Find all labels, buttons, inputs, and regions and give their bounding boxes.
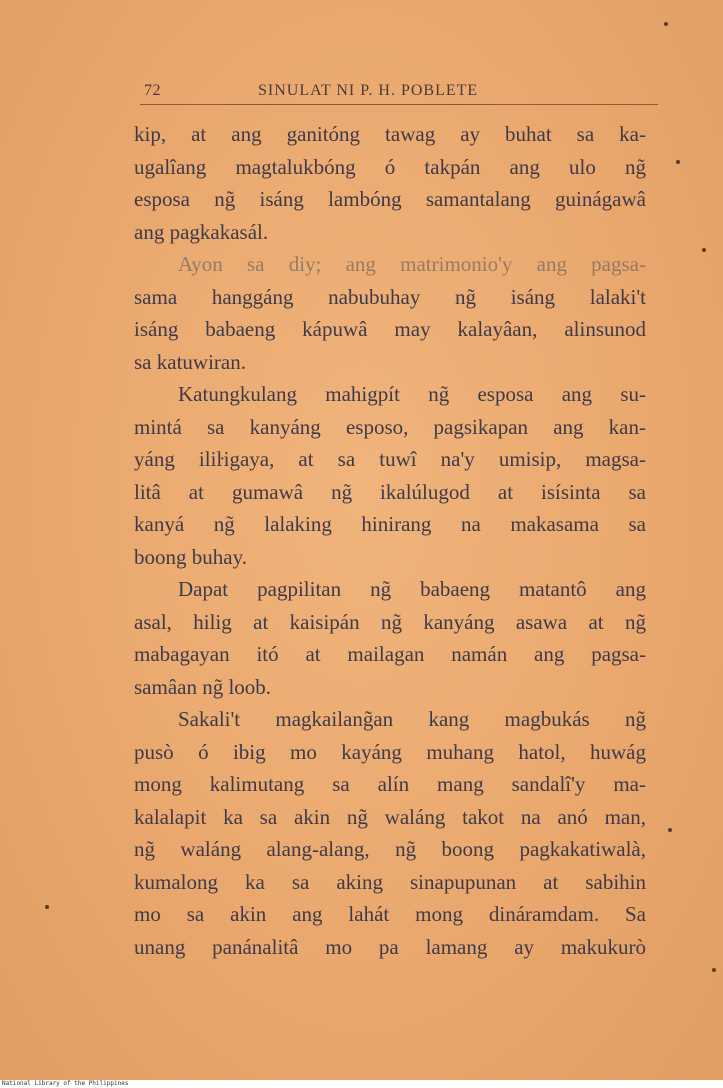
text-line: unang panánalitâ mo pa lamang ay makukurò: [134, 934, 646, 959]
running-title: SINULAT NI P. H. POBLETE: [258, 82, 479, 99]
text-line: pusò ó ibig mo kayáng muhang hatol, huwág: [134, 739, 646, 764]
text-line: kumalong ka sa aking sinapupunan at sabihin: [134, 869, 646, 894]
text-line: esposa ng̃ isáng lambóng samantalang guinágawâ: [134, 187, 646, 211]
paper-speck: [712, 968, 716, 972]
text-line: ugalîang magtalukbóng ó takpán ang ulo ng̃: [134, 154, 646, 179]
paragraph-5: [134, 703, 646, 963]
text-line: mong kalimutang sa alín mang sandalî'y ma-: [134, 772, 646, 796]
text-line: mabagayan itó at mailagan namán ang pagsa-: [134, 642, 646, 666]
text-line: isáng babaeng kápuwâ may kalayâan, alinsunod: [134, 317, 646, 341]
paper-speck: [676, 160, 680, 164]
text-line: kalalapit ka sa akin ng̃ waláng takot na anó man,: [134, 804, 646, 829]
text-line: ang pagkakasál.: [134, 219, 269, 244]
text-line: asal, hilig at kaisipán ng̃ kanyáng asawa at ng̃: [134, 609, 646, 634]
library-credit: National Library of the Philippines: [0, 1080, 723, 1088]
body-text: [134, 118, 646, 963]
paragraph-4: [134, 573, 646, 703]
text-line: ng̃ waláng alang-alang, ng̃ boong pagkakatiwalà,: [134, 837, 646, 861]
text-line: yáng iliŀigaya, at sa tuwî na'y umisip, magsa-: [134, 447, 646, 471]
paragraph-3: [134, 378, 646, 573]
text-line: samâan ng̃ loob.: [134, 674, 272, 699]
paper-speck: [664, 22, 668, 26]
text-line: Dapat pagpilitan ng̃ babaeng matantô ang: [178, 577, 646, 601]
paper-speck: [702, 248, 706, 252]
text-line: sama hanggáng nabubuhay ng̃ isáng lalaki't: [134, 284, 646, 309]
text-line: mo sa akin ang lahát mong dináramdam. Sa: [134, 902, 646, 926]
text-line: Ayon sa diy; ang matrimonio'y ang pagsa-: [178, 252, 646, 276]
paragraph-1: [134, 118, 646, 248]
text-line: mintá sa kanyáng esposo, pagsikapan ang kan-: [134, 414, 646, 439]
text-line: litâ at gumawâ ng̃ ikalúlugod at isísinta sa: [134, 479, 646, 504]
page-number: 72: [144, 82, 161, 99]
text-line: kip, at ang ganitóng tawag ay buhat sa ka-: [134, 122, 646, 146]
text-line: boong buhay.: [134, 544, 247, 569]
paragraph-2: [134, 248, 646, 378]
text-line: Katungkulang mahigpít ng̃ esposa ang su-: [178, 382, 646, 406]
paper-speck: [668, 828, 672, 832]
paper-speck: [45, 905, 49, 909]
text-line: kanyá ng̃ lalaking hinirang na makasama sa: [134, 512, 646, 536]
running-header: [140, 80, 658, 105]
text-line: Sakali't magkailang̃an kang magbukás ng̃: [178, 707, 646, 731]
text-line: sa katuwiran.: [134, 349, 246, 374]
